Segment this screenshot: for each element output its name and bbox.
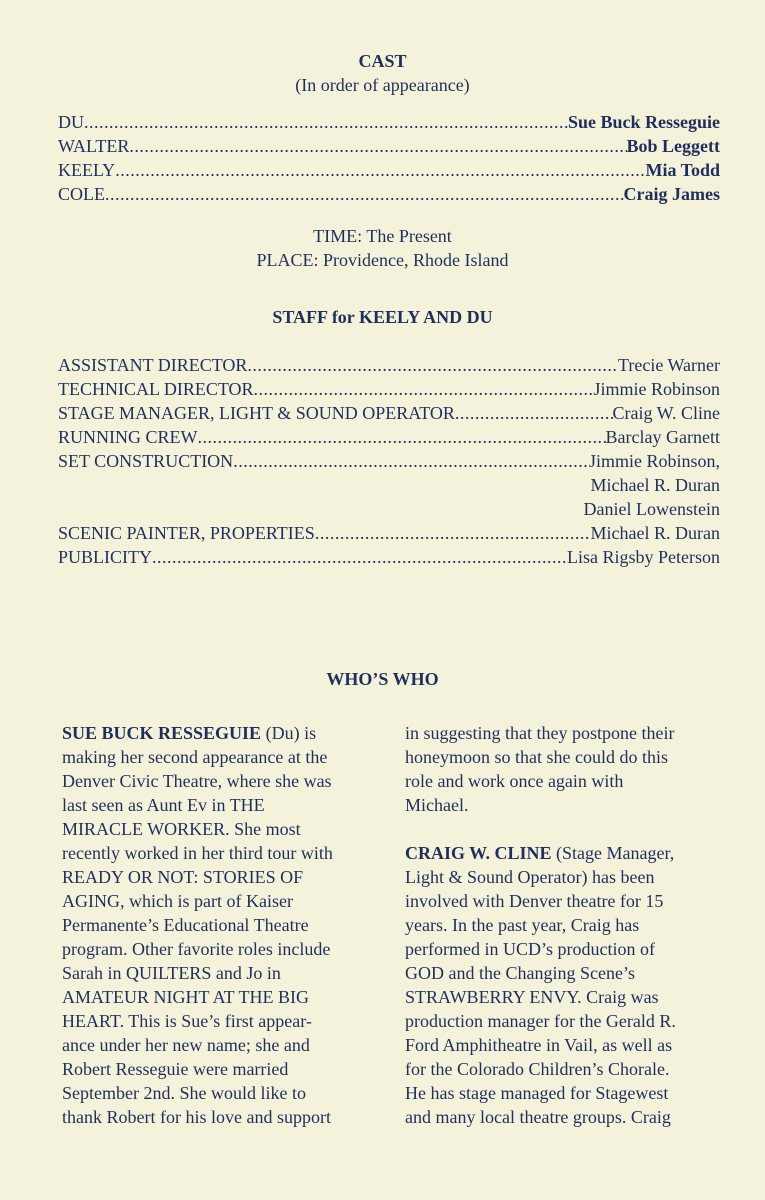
bio-text: years. In the past year, Craig has (405, 915, 640, 935)
staff-row (58, 521, 720, 545)
staff-role: SCENIC PAINTER, PROPERTIES (58, 523, 315, 543)
cast-row (58, 182, 720, 206)
bio-text: thank Robert for his love and support (62, 1107, 331, 1127)
bio-text: AGING, which is part of Kaiser (62, 891, 293, 911)
leader-dots (84, 110, 568, 134)
leader-dots (115, 158, 645, 182)
staff-name: Barclay Garnett (605, 427, 720, 447)
cast-title: CAST (358, 51, 407, 71)
bio-text: MIRACLE WORKER. She most (62, 819, 301, 839)
bio-paragraph (405, 841, 740, 865)
staff-name-continued: Daniel Lowenstein (583, 499, 720, 519)
bio-text: (Du) is (261, 723, 317, 743)
bio-text: ance under her new name; she and (62, 1035, 310, 1055)
setting-place: PLACE: Providence, Rhode Island (256, 250, 509, 270)
bio-text: last seen as Aunt Ev in THE (62, 795, 265, 815)
staff-row (58, 449, 720, 473)
bio-text: involved with Denver theatre for 15 (405, 891, 664, 911)
cast-role: COLE (58, 184, 105, 204)
staff-role: RUNNING CREW (58, 427, 198, 447)
staff-name: Trecie Warner (617, 355, 720, 375)
leader-dots (129, 134, 626, 158)
leader-dots (315, 521, 591, 545)
staff-role: TECHNICAL DIRECTOR (58, 379, 254, 399)
bio-name: CRAIG W. CLINE (405, 843, 552, 863)
staff-name-continued: Michael R. Duran (590, 475, 720, 495)
cast-actor: Sue Buck Resseguie (567, 112, 720, 132)
leader-dots (152, 545, 567, 569)
leader-dots (254, 377, 594, 401)
cast-row (58, 134, 720, 158)
bio-text: in suggesting that they postpone their (405, 723, 675, 743)
leader-dots (455, 401, 613, 425)
staff-name: Michael R. Duran (590, 523, 720, 543)
staff-row (58, 353, 720, 377)
staff-role: ASSISTANT DIRECTOR (58, 355, 248, 375)
staff-title: STAFF for KEELY AND DU (272, 307, 493, 327)
staff-row (58, 425, 720, 449)
bio-text: Light & Sound Operator) has been (405, 867, 655, 887)
staff-row (58, 401, 720, 425)
staff-role: STAGE MANAGER, LIGHT & SOUND OPERATOR (58, 403, 455, 423)
bio-text: making her second appearance at the (62, 747, 328, 767)
bio-text: READY OR NOT: STORIES OF (62, 867, 304, 887)
bio-text: HEART. This is Sue’s first appear- (62, 1011, 312, 1031)
bio-text: AMATEUR NIGHT AT THE BIG (62, 987, 310, 1007)
staff-name: Jimmie Robinson, (588, 451, 720, 471)
bio-text: performed in UCD’s production of (405, 939, 655, 959)
bio-text: Ford Amphitheatre in Vail, as well as (405, 1035, 673, 1055)
bio-text: He has stage managed for Stagewest (405, 1083, 669, 1103)
bio-text: Sarah in QUILTERS and Jo in (62, 963, 281, 983)
cast-actor: Craig James (623, 184, 720, 204)
paragraph-gap (405, 817, 740, 841)
staff-row (58, 545, 720, 569)
bio-column-right (405, 721, 740, 1129)
cast-role: DU (58, 112, 84, 132)
bio-text: program. Other favorite roles include (62, 939, 331, 959)
cast-role: WALTER (58, 136, 130, 156)
cast-role: KEELY (58, 160, 116, 180)
bio-name: SUE BUCK RESSEGUIE (62, 723, 262, 743)
leader-dots (247, 353, 618, 377)
bio-text: and many local theatre groups. Craig (405, 1107, 671, 1127)
bio-text: GOD and the Changing Scene’s (405, 963, 635, 983)
cast-subtitle: (In order of appearance) (295, 75, 470, 95)
bio-text: (Stage Manager, (551, 843, 675, 863)
setting-time: TIME: The Present (313, 226, 452, 246)
bio-text: role and work once again with (405, 771, 624, 791)
staff-name: Jimmie Robinson (593, 379, 720, 399)
leader-dots (198, 425, 606, 449)
leader-dots (105, 182, 624, 206)
bio-text: honeymoon so that she could do this (405, 747, 668, 767)
staff-role: PUBLICITY (58, 547, 152, 567)
bio-text: Robert Resseguie were married (62, 1059, 289, 1079)
cast-row (58, 158, 720, 182)
cast-actor: Bob Leggett (626, 136, 720, 156)
bio-text: STRAWBERRY ENVY. Craig was (405, 987, 659, 1007)
bio-text: recently worked in her third tour with (62, 843, 333, 863)
whos-who-title: WHO’S WHO (326, 669, 439, 689)
bio-paragraph (62, 721, 382, 745)
staff-name: Craig W. Cline (612, 403, 720, 423)
cast-row (58, 110, 720, 134)
staff-row (58, 377, 720, 401)
bio-text: Michael. (405, 795, 469, 815)
bio-text: Denver Civic Theatre, where she was (62, 771, 332, 791)
staff-role: SET CONSTRUCTION (58, 451, 234, 471)
bio-column-left (62, 721, 382, 1129)
bio-text: for the Colorado Children’s Chorale. (405, 1059, 670, 1079)
bio-text: production manager for the Gerald R. (405, 1011, 676, 1031)
bio-text: Permanente’s Educational Theatre (62, 915, 309, 935)
leader-dots (233, 449, 589, 473)
bio-text: September 2nd. She would like to (62, 1083, 306, 1103)
staff-name: Lisa Rigsby Peterson (567, 547, 720, 567)
cast-list (58, 110, 720, 206)
staff-list (58, 353, 720, 569)
cast-actor: Mia Todd (645, 160, 720, 180)
